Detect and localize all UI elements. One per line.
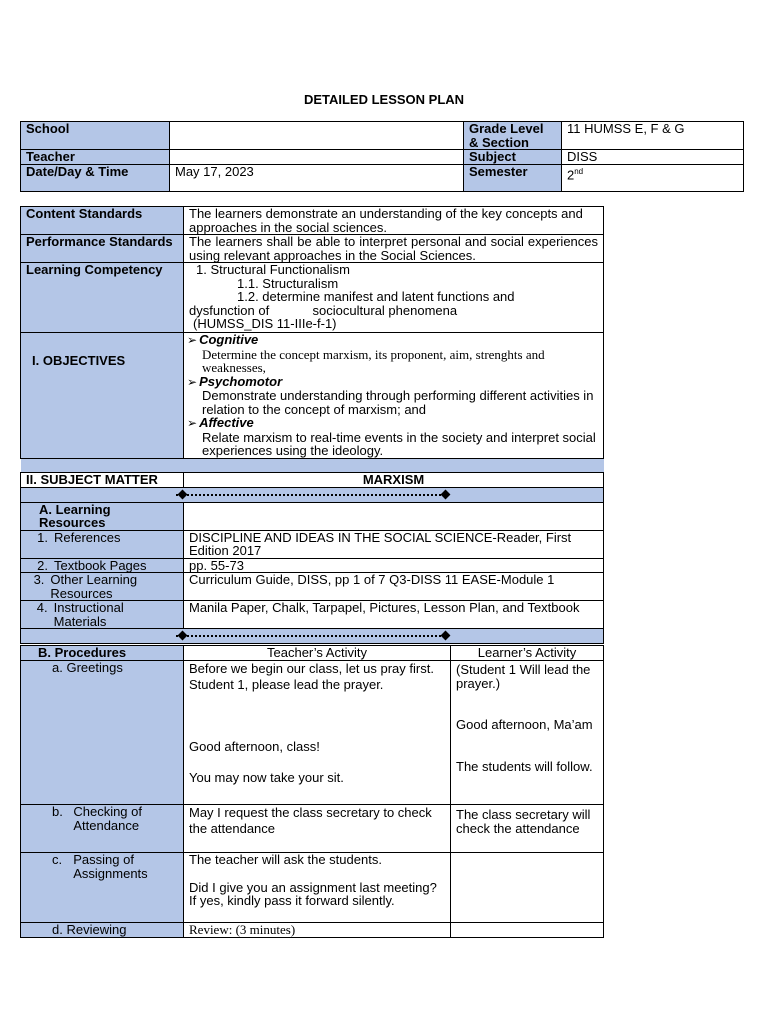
grade-label: Grade Level & Section — [464, 122, 562, 150]
textbook-pages-label: 2. Textbook Pages — [21, 558, 184, 573]
assignments-teacher: The teacher will ask the students. Did I give you an assignment last meeting? If yes, kindly pass it forward silently. — [184, 853, 451, 923]
attendance-learner: The class secretary will check the attendance — [451, 805, 604, 853]
content-standards-label: Content Standards — [21, 207, 184, 235]
greetings-teacher: Before we begin our class, let us pray first. Student 1, please lead the prayer. Good afternoon, class! You may now take your sit. — [184, 661, 451, 805]
reviewing-teacher: Review: (3 minutes) — [184, 923, 451, 938]
procedures-table — [20, 645, 604, 938]
teacher-label: Teacher — [21, 150, 170, 165]
teacher-activity-header: Teacher’s Activity — [184, 646, 451, 661]
learner-activity-header: Learner’s Activity — [451, 646, 604, 661]
lesson-table — [20, 206, 604, 644]
arrow-bullet-icon: ➢ — [187, 416, 198, 430]
assignments-learner — [451, 853, 604, 923]
reviewing-learner — [451, 923, 604, 938]
grade-value: 11 HUMSS E, F & G — [562, 122, 744, 150]
divider-dotted — [21, 487, 604, 502]
references-value: DISCIPLINE AND IDEAS IN THE SOCIAL SCIENCE-Reader, First Edition 2017 — [184, 530, 604, 558]
learning-competency-value: 1. Structural Functionalism 1.1. Structuralism 1.2. determine manifest and latent functions and dysfunction of sociocultural phenomena (HUMSS_DIS 11-IIIe-f-1) — [184, 263, 604, 333]
content-standards-value: The learners demonstrate an understanding of the key concepts and approaches in the social sciences. — [184, 207, 604, 235]
learning-resources-value — [184, 502, 604, 530]
references-label: 1. References — [21, 530, 184, 558]
instructional-materials-value: Manila Paper, Chalk, Tarpapel, Pictures, Lesson Plan, and Textbook — [184, 601, 604, 629]
learning-competency-label: Learning Competency — [21, 263, 184, 333]
other-resources-label: 3. Other Learning Resources — [21, 573, 184, 601]
objectives-label: I. OBJECTIVES — [21, 333, 184, 459]
subject-value: DISS — [562, 150, 744, 165]
arrow-bullet-icon: ➢ — [187, 374, 198, 389]
date-label: Date/Day & Time — [21, 164, 170, 191]
other-resources-value: Curriculum Guide, DISS, pp 1 of 7 Q3-DISS 11 EASE-Module 1 — [184, 573, 604, 601]
procedures-label: B. Procedures — [21, 646, 184, 661]
diamond-icon — [441, 631, 451, 641]
school-label: School — [21, 122, 170, 150]
objectives-content: ➢ Cognitive Determine the concept marxism, its proponent, aim, strenghts and weaknesses, ➢ Psychomotor Demonstrate understanding through performing different activities in relation to the concept of marxism; and ➢ Affective Relate marxism to real-time events in the society and interpret social experiences using the ideology. — [184, 333, 604, 459]
reviewing-label: d. Reviewing — [21, 923, 184, 938]
textbook-pages-value: pp. 55-73 — [184, 558, 604, 573]
greetings-label: a. Greetings — [21, 661, 184, 805]
diamond-icon — [441, 489, 451, 499]
teacher-value — [170, 150, 464, 165]
instructional-materials-label: 4. Instructional Materials — [21, 601, 184, 629]
performance-standards-label: Performance Standards — [21, 235, 184, 263]
attendance-label: b. Checking of Attendance — [21, 805, 184, 853]
spacer-row — [21, 458, 604, 472]
subject-matter-label: II. SUBJECT MATTER — [21, 472, 184, 487]
performance-standards-value: The learners shall be able to interpret personal and social experiences using relevant approaches in the Social Sciences. — [184, 235, 604, 263]
greetings-learner: (Student 1 Will lead the prayer.) Good afternoon, Ma’am The students will follow. — [451, 661, 604, 805]
arrow-bullet-icon: ➢ — [187, 333, 198, 347]
learning-resources-label: A. Learning Resources — [21, 502, 184, 530]
page-title: DETAILED LESSON PLAN — [303, 92, 465, 107]
semester-label: Semester — [464, 164, 562, 191]
school-value — [170, 122, 464, 150]
assignments-label: c. Passing of Assignments — [21, 853, 184, 923]
subject-label: Subject — [464, 150, 562, 165]
subject-matter-value: MARXISM — [184, 472, 604, 487]
divider-dotted — [21, 629, 604, 644]
semester-value: 2nd — [562, 164, 744, 191]
header-table — [20, 121, 744, 192]
attendance-teacher: May I request the class secretary to check the attendance — [184, 805, 451, 853]
date-value: May 17, 2023 — [170, 164, 464, 191]
